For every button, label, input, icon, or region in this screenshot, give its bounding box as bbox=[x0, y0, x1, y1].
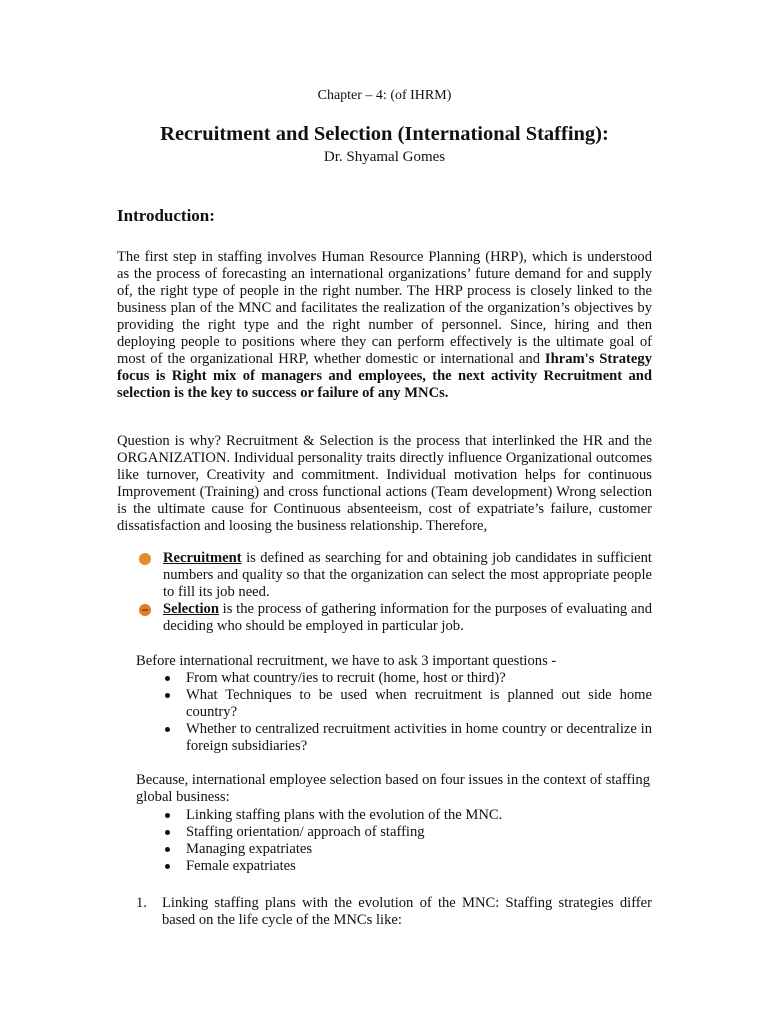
issues-list bbox=[162, 807, 652, 875]
orange-bullet-icon bbox=[139, 553, 151, 565]
list-item: Staffing orientation/ approach of staffing bbox=[162, 824, 652, 841]
list-item: Linking staffing plans with the evolution of the MNC. bbox=[162, 807, 652, 824]
item-number: 1. bbox=[136, 895, 147, 911]
definition-text: is defined as searching for and obtaining job candidates in sufficient numbers and quality so that the organization can select the most appropriate people to fill its job need. bbox=[163, 550, 652, 600]
questions-list bbox=[162, 670, 652, 755]
list-item: Whether to centralized recruitment activities in home country or decentralize in foreign subsidiaries? bbox=[162, 721, 652, 755]
item-text: Linking staffing plans with the evolution of the MNC: Staffing strategies differ based on the life cycle of the MNCs like: bbox=[162, 895, 652, 928]
definition-term: Selection bbox=[163, 601, 219, 617]
list-item: Managing expatriates bbox=[162, 841, 652, 858]
definition-text: is the process of gathering information for the purposes of evaluating and deciding who should be employed in particular job. bbox=[163, 601, 652, 634]
issues-lead: Because, international employee selection based on four issues in the context of staffing global business: bbox=[136, 772, 651, 805]
document-title: Recruitment and Selection (International Staffing): bbox=[160, 123, 609, 145]
author-name: Dr. Shyamal Gomes bbox=[323, 149, 446, 165]
section-heading-introduction: Introduction: bbox=[117, 206, 215, 225]
definition-item-recruitment bbox=[139, 550, 652, 601]
intro-paragraph-text: The first step in staffing involves Human Resource Planning (HRP), which is understood as the process of forecasting an international organizations’ future demand for and supply of, the right type of people in the right number. The HRP process is closely linked to the business plan of the MNC and facilitates the realization of the organization’s objectives by providing the right type and the right number of personnel. Since, hiring and then deploying people to positions where they can perform effectively is the ultimate goal of most of the organizational HRP, whether domestic or international and bbox=[117, 249, 652, 367]
definition-term: Recruitment bbox=[163, 550, 242, 566]
numbered-item-1 bbox=[136, 895, 652, 929]
definition-list bbox=[139, 550, 652, 635]
question-paragraph: Question is why? Recruitment & Selection is the process that interlinked the HR and the ORGANIZATION. Individual personality traits directly influence Organizational outcomes like turnover, Creativity and commitment. Individual motivation helps for continuous Improvement (Training) and cross functional actions (Team development) Wrong selection is the ultimate cause for Continuous absenteeism, cost of expatriate’s failure, customer dissatisfaction and loosing the business relationship. Therefore, bbox=[117, 433, 652, 534]
questions-lead: Before international recruitment, we have to ask 3 important questions - bbox=[136, 653, 557, 669]
list-item: From what country/ies to recruit (home, host or third)? bbox=[162, 670, 652, 687]
list-item: Female expatriates bbox=[162, 858, 652, 875]
intro-paragraph-bold: Ihram's Strategy focus is Right mix of managers and employees, the next activity Recruitment and selection is the key to success or failure of any MNCs. bbox=[117, 351, 652, 401]
chapter-label: Chapter – 4: (of IHRM) bbox=[317, 88, 452, 103]
orange-bullet-icon bbox=[139, 604, 151, 616]
definition-item-selection bbox=[139, 601, 652, 635]
intro-paragraph bbox=[117, 249, 652, 402]
list-item: What Techniques to be used when recruitment is planned out side home country? bbox=[162, 687, 652, 721]
